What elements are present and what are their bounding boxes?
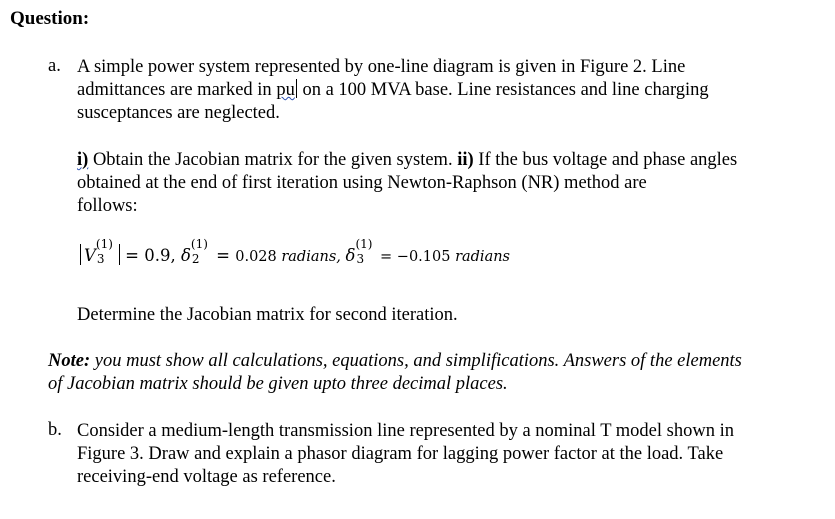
delta2-symbol: δ — [180, 246, 191, 265]
equals-sign: = — [210, 246, 236, 265]
note-label: Note: — [48, 351, 91, 371]
note-paragraph — [48, 350, 742, 396]
subpart-ii-label: ii) — [457, 150, 474, 170]
delta3-value: = −0.105 — [375, 249, 456, 265]
text-segment: admittances are marked in — [77, 80, 277, 100]
text-line: Consider a medium-length transmission line represented by a nominal T model shown in — [77, 421, 734, 441]
determine-line: Determine the Jacobian matrix for second iteration. — [77, 305, 458, 325]
delta3-symbol: δ — [345, 246, 356, 265]
part-b-paragraph — [77, 420, 734, 489]
delta3-indices — [355, 237, 375, 266]
text-segment: on a 100 MVA base. Line resistances and line charging — [297, 80, 709, 100]
part-a-marker: a. — [48, 56, 61, 76]
radians-unit: radians, — [276, 249, 346, 265]
text-line — [77, 79, 709, 102]
text-line: follows: — [77, 196, 138, 216]
spellcheck-flagged-word[interactable]: pu — [276, 80, 295, 100]
text-segment: If the bus voltage and phase angles — [473, 150, 738, 170]
delta3-superscript: (1) — [355, 237, 373, 251]
text-line: A simple power system represented by one-line diagram is given in Figure 2. Line — [77, 57, 686, 77]
text-line — [77, 149, 737, 172]
text-line: obtained at the end of first iteration using Newton-Raphson (NR) method are — [77, 173, 647, 193]
text-line — [48, 350, 742, 373]
delta2-indices — [190, 237, 211, 266]
text-line: of Jacobian matrix should be given upto three decimal places. — [48, 374, 508, 394]
delta2-value: 0.028 — [235, 249, 277, 265]
voltage-magnitude — [80, 237, 120, 266]
delta2-superscript: (1) — [190, 237, 208, 251]
question-heading: Question: — [10, 8, 90, 29]
v-value: = 0.9, — [119, 246, 181, 265]
part-b-marker: b. — [48, 420, 62, 440]
text-cursor — [296, 79, 297, 98]
part-a-paragraph-2 — [77, 149, 737, 218]
part-a-paragraph-1 — [77, 56, 709, 125]
subpart-i-label: i) — [77, 150, 89, 170]
delta3-subscript: 3 — [356, 252, 365, 266]
text-line: receiving-end voltage as reference. — [77, 467, 336, 487]
v-subscript: 3 — [96, 252, 105, 266]
text-line: susceptances are neglected. — [77, 103, 280, 123]
text-segment: Obtain the Jacobian matrix for the given system. — [88, 150, 458, 170]
v-indices — [95, 237, 116, 266]
text-line: Figure 3. Draw and explain a phasor diagram for lagging power factor at the load. Take — [77, 444, 724, 464]
v-superscript: (1) — [95, 237, 113, 251]
v-symbol: V — [84, 246, 96, 265]
equation-line — [80, 237, 510, 266]
text-segment: you must show all calculations, equations, and simplifications. Answers of the elements — [90, 351, 742, 371]
radians-unit: radians — [455, 249, 510, 265]
delta2-subscript: 2 — [191, 252, 200, 266]
